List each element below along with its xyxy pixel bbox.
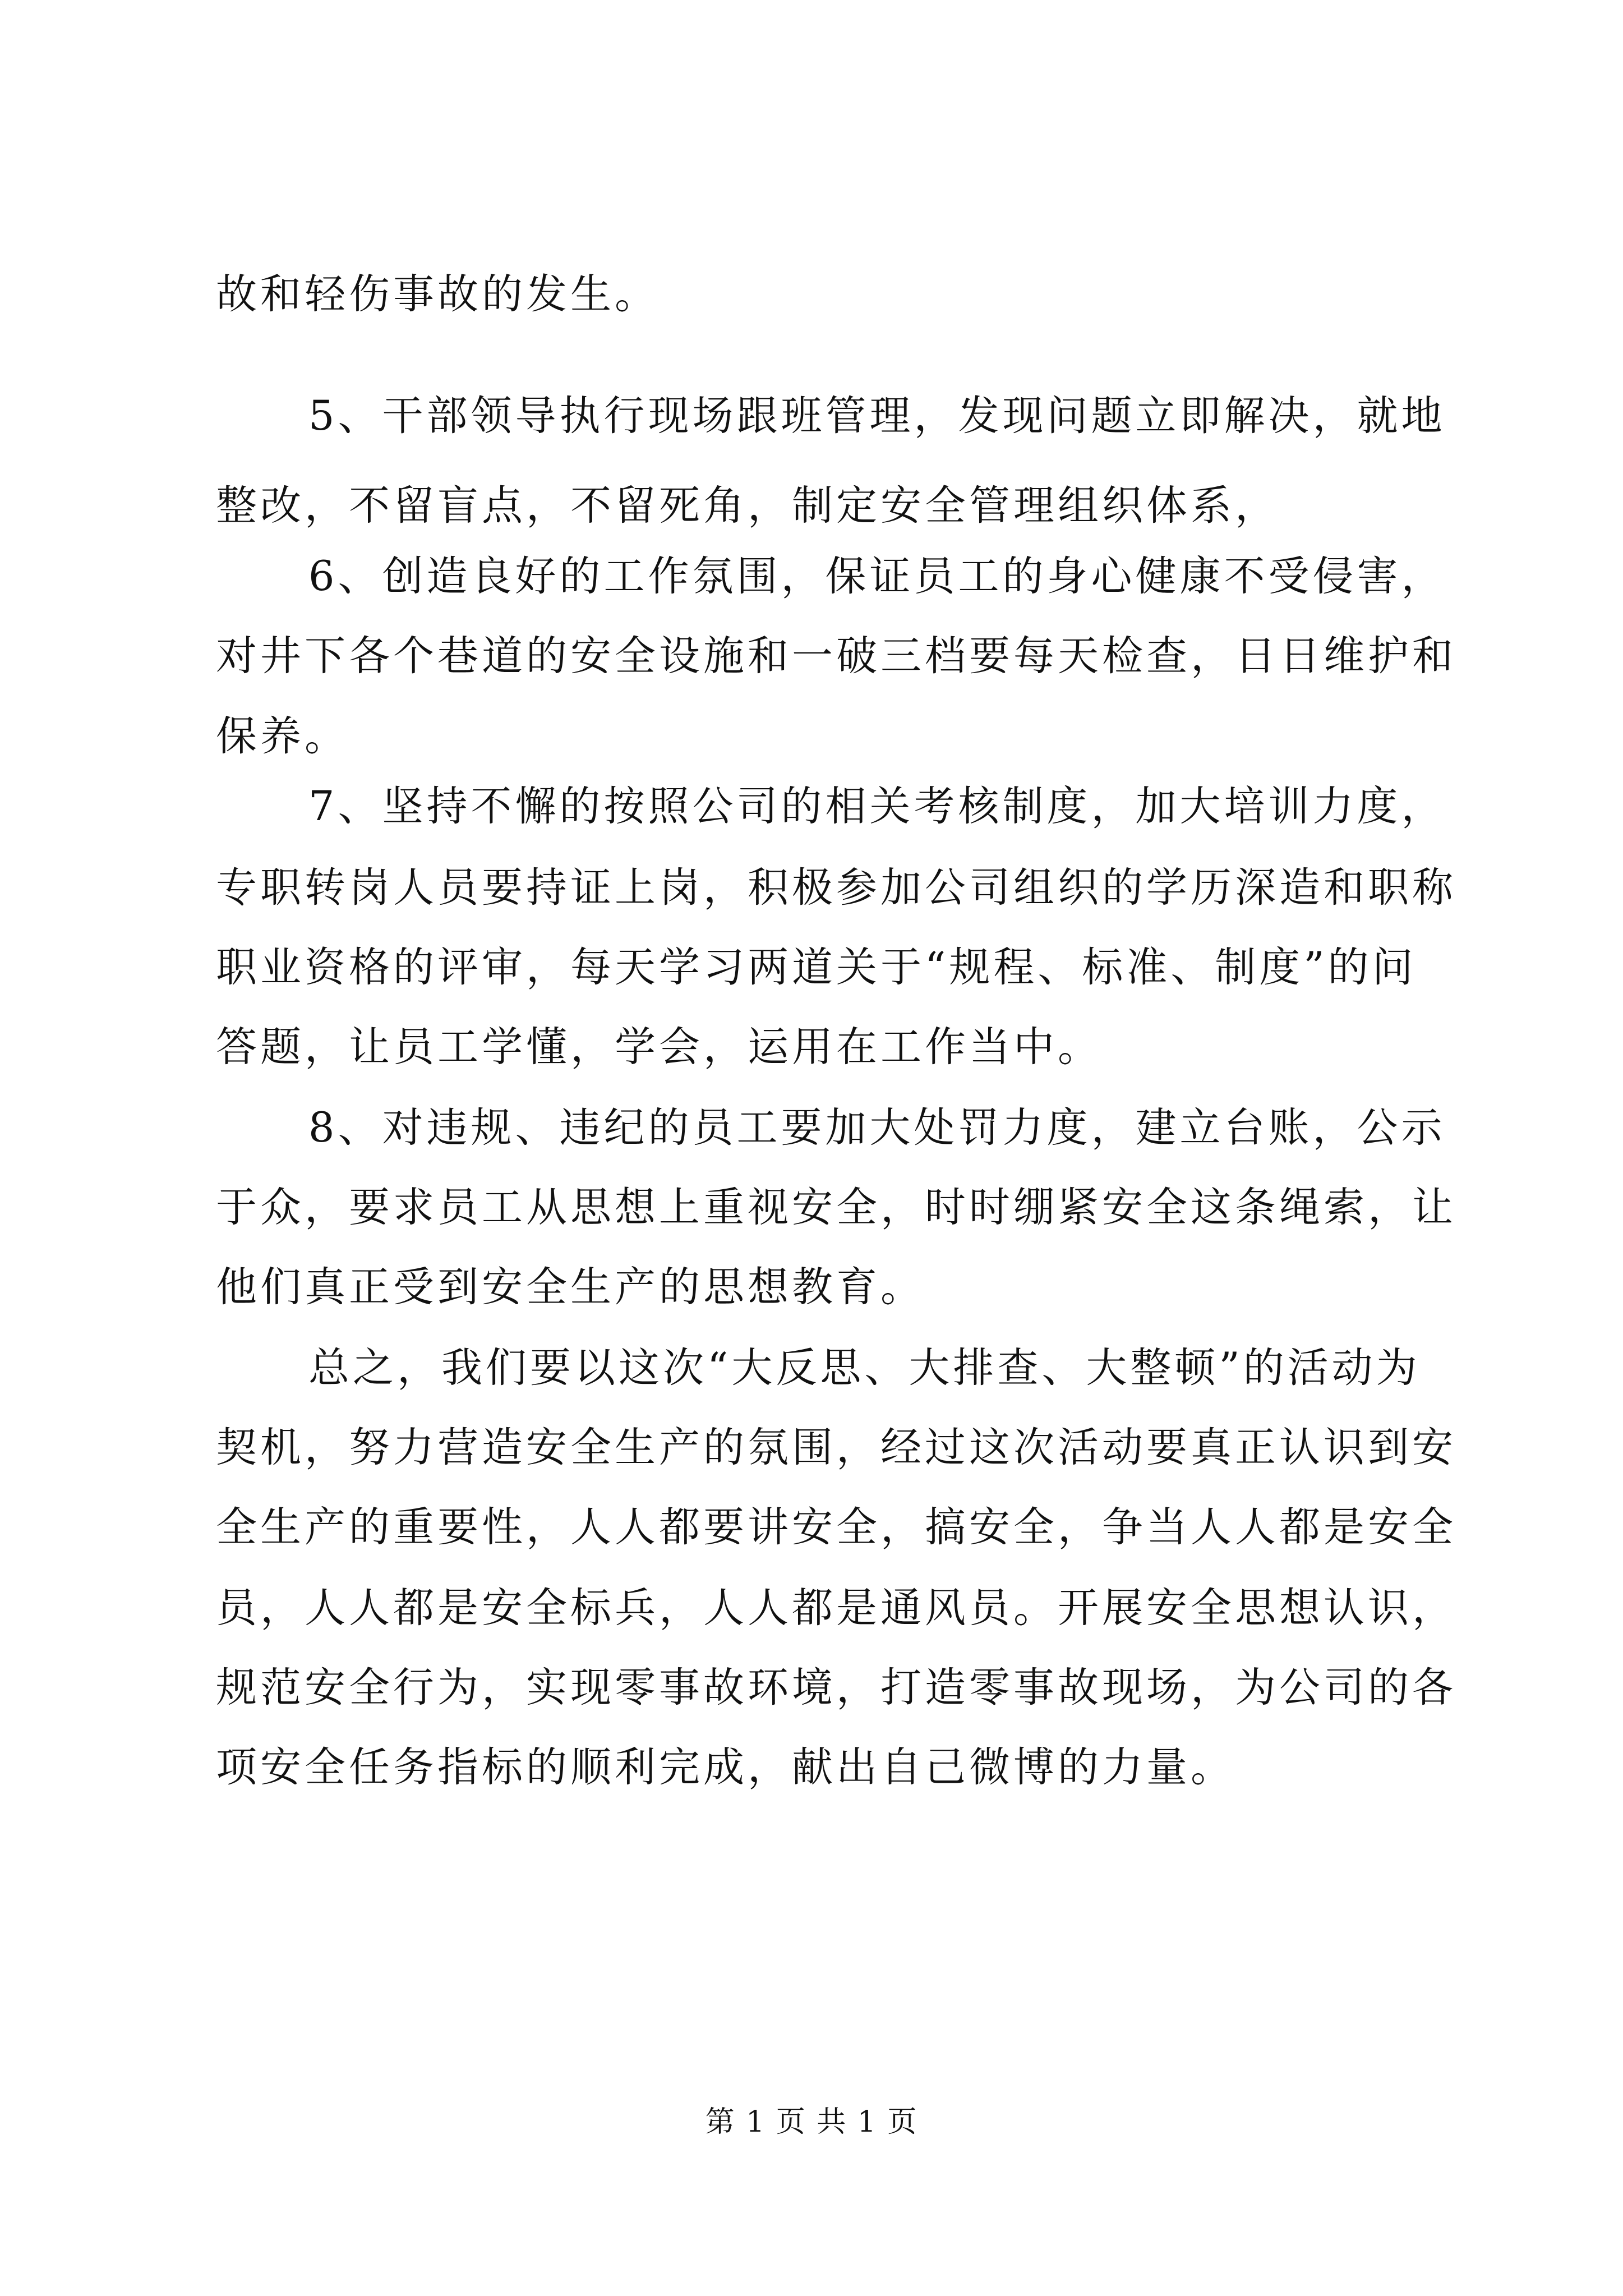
paragraph-line: 于众，要求员工从思想上重视安全，时时绷紧安全这条绳索，让 — [216, 1184, 1456, 1231]
paragraph-line: 专职转岗人员要持证上岗，积极参加公司组织的学历深造和职称 — [216, 864, 1456, 912]
paragraph-line: 答题，让员工学懂，学会，运用在工作当中。 — [216, 1023, 1102, 1071]
paragraph-line: 对井下各个巷道的安全设施和一破三档要每天检查，日日维护和 — [216, 632, 1456, 680]
paragraph-line: 全生产的重要性，人人都要讲安全，搞安全，争当人人都是安全 — [216, 1503, 1456, 1551]
paragraph-line: 6、创造良好的工作氛围，保证员工的身心健康不受侵害， — [308, 553, 1446, 600]
paragraph-line: 8、对违规、违纪的员工要加大处罚力度，建立台账，公示 — [308, 1104, 1446, 1152]
paragraph-line: 职业资格的评审，每天学习两道关于“规程、标准、制度”的问 — [216, 944, 1417, 991]
paragraph-line: 5、干部领导执行现场跟班管理，发现问题立即解决，就地 — [308, 392, 1446, 440]
paragraph-line: 总之，我们要以这次“大反思、大排查、大整顿”的活动为 — [308, 1344, 1421, 1392]
paragraph-line: 故和轻伤事故的发生。 — [216, 270, 659, 318]
page-number-footer: 第 1 页 共 1 页 — [705, 2105, 918, 2139]
paragraph-line: 他们真正受到安全生产的思想教育。 — [216, 1263, 925, 1311]
paragraph-line: 7、坚持不懈的按照公司的相关考核制度，加大培训力度， — [308, 783, 1446, 830]
paragraph-line: 保养。 — [216, 712, 349, 760]
paragraph-line: 员，人人都是安全标兵，人人都是通风员。开展安全思想认识， — [216, 1584, 1456, 1632]
paragraph-line: 规范安全行为，实现零事故环境，打造零事故现场，为公司的各 — [216, 1664, 1456, 1711]
paragraph-line: 整改，不留盲点，不留死角，制定安全管理组织体系， — [216, 482, 1279, 530]
paragraph-line: 项安全任务指标的顺利完成，献出自己微博的力量。 — [216, 1743, 1235, 1791]
paragraph-line: 契机，努力营造安全生产的氛围，经过这次活动要真正认识到安 — [216, 1424, 1456, 1471]
